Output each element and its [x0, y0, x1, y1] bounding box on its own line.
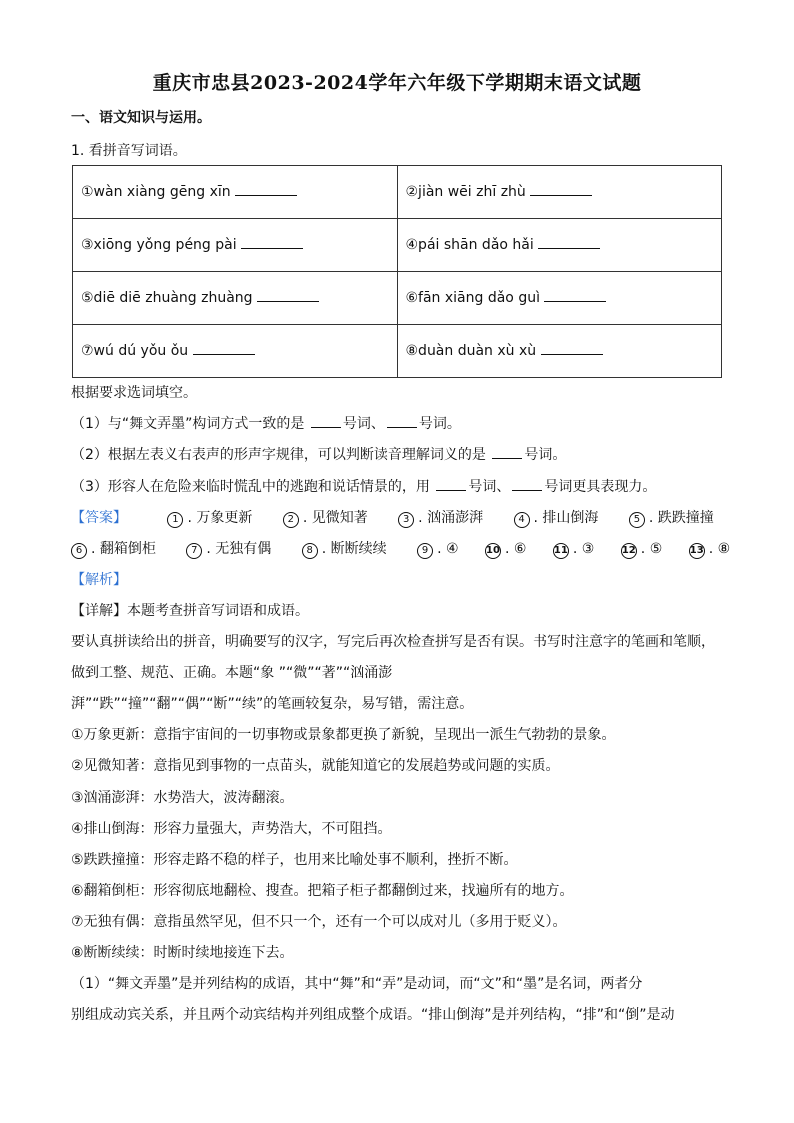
pinyin-cell: ④pái shān dǎo hǎi: [397, 219, 722, 272]
paragraph-line: 别组成动宾关系，并且两个动宾结构并列组成整个成语。“排山倒海”是并列结构，“排”和“倒”是动: [71, 1007, 675, 1023]
answer-blank: [530, 194, 592, 196]
explanation-line: ⑤跌跌撞撞：形容走路不稳的样子，也用来比喻处事不顺利，挫折不断。: [71, 852, 518, 868]
answer-blank: [235, 194, 297, 196]
pinyin-cell: ⑤diē diē zhuàng zhuàng: [73, 272, 398, 325]
answer-blank: [241, 247, 303, 249]
answer-item: 1 . 万象更新: [167, 510, 252, 526]
answer-item: 4 . 排山倒海: [514, 510, 599, 526]
explanation-line: ④排山倒海：形容力量强大，声势浩大，不可阻挡。: [71, 821, 392, 837]
explanation-line: ⑦无独有偶：意指虽然罕见，但不只一个，还有一个可以成对儿（多用于贬义）。: [71, 914, 567, 930]
answer-blank: [193, 353, 255, 355]
answer-blank: [492, 457, 522, 459]
answer-blank: [538, 247, 600, 249]
paragraph-line: 做到工整、规范、正确。本题“象 ”“微”“著”“汹涌澎: [71, 665, 393, 681]
table-row: [73, 166, 722, 219]
table-row: [73, 272, 722, 325]
explanation-line: ①万象更新：意指宇宙间的一切事物或景象都更换了新貌，呈现出一派生气勃勃的景象。: [71, 727, 616, 743]
detail-intro: 【详解】本题考查拼音写词语和成语。: [71, 603, 309, 619]
pinyin-cell: ⑥fān xiāng dǎo guì: [397, 272, 722, 325]
sub-question-1: （1）与“舞文弄墨”构词方式一致的是 号词、 号词。: [71, 416, 461, 432]
answer-item: 12 . ⑤: [621, 541, 663, 557]
answer-blank: [311, 426, 341, 428]
answer-blank: [544, 300, 606, 302]
answer-item: 5 . 跌跌撞撞: [629, 510, 714, 526]
table-row: [73, 325, 722, 378]
answer-item: 8 . 断断续续: [302, 541, 387, 557]
pinyin-table: [72, 165, 722, 378]
explanation-line: ②见微知著：意指见到事物的一点苗头，就能知道它的发展趋势或问题的实质。: [71, 758, 560, 774]
question-label: 1. 看拼音写词语。: [71, 143, 187, 159]
pinyin-cell: ③xiōng yǒng péng pài: [73, 219, 398, 272]
answers-row-2: [71, 539, 730, 559]
answer-item: 10 . ⑥: [486, 541, 527, 557]
answer-item: 13 . ⑧: [689, 541, 731, 557]
pinyin-cell: ②jiàn wēi zhī zhù: [397, 166, 722, 219]
table-row: [73, 219, 722, 272]
pinyin-cell: ⑧duàn duàn xù xù: [397, 325, 722, 378]
answer-blank: [436, 489, 466, 491]
explanation-line: ⑥翻箱倒柜：形容彻底地翻检、搜查。把箱子柜子都翻倒过来，找遍所有的地方。: [71, 883, 574, 899]
paragraph-line: 湃”“跌”“撞”“翻”“偶”“断”“续”的笔画较复杂，易写错，需注意。: [71, 696, 474, 712]
answer-blank: [541, 353, 603, 355]
sub-question-3: （3）形容人在危险来临时慌乱中的逃跑和说话情景的，用 号词、 号词更具表现力。: [71, 479, 657, 495]
sub-question-2: （2）根据左表义右表声的形声字规律，可以判断读音理解词义的是 号词。: [71, 447, 567, 463]
analysis-label: 【解析】: [71, 572, 127, 588]
pinyin-cell: ①wàn xiàng gēng xīn: [73, 166, 398, 219]
answer-blank: [512, 489, 542, 491]
section-heading: 一、语文知识与运用。: [71, 110, 211, 126]
answers-row-1: [71, 508, 714, 528]
answer-item: 3 . 汹涌澎湃: [398, 510, 483, 526]
paragraph-line: （1）“舞文弄墨”是并列结构的成语，其中“舞”和“弄”是动词，而“文”和“墨”是名词，两者分: [71, 976, 643, 992]
explanation-line: ⑧断断续续：时断时续地接连下去。: [71, 945, 294, 961]
pinyin-cell: ⑦wú dú yǒu ǒu: [73, 325, 398, 378]
answer-blank: [387, 426, 417, 428]
answer-item: 2 . 见微知著: [283, 510, 368, 526]
answer-blank: [257, 300, 319, 302]
answer-item: 11 . ③: [553, 541, 595, 557]
answer-item: 9 . ④: [417, 541, 458, 557]
instruction: 根据要求选词填空。: [71, 385, 197, 401]
page-title: 重庆市忠县2023-2024学年六年级下学期期末语文试题: [152, 72, 642, 94]
answer-item: 6 . 翻箱倒柜: [71, 541, 156, 557]
answer-label: 【答案】: [71, 510, 127, 526]
explanation-line: ③汹涌澎湃：水势浩大，波涛翻滚。: [71, 790, 294, 806]
answer-item: 7 . 无独有偶: [186, 541, 271, 557]
paragraph-line: 要认真拼读给出的拼音，明确要写的汉字，写完后再次检查拼写是否有误。书写时注意字的笔画和笔顺，: [71, 634, 715, 650]
